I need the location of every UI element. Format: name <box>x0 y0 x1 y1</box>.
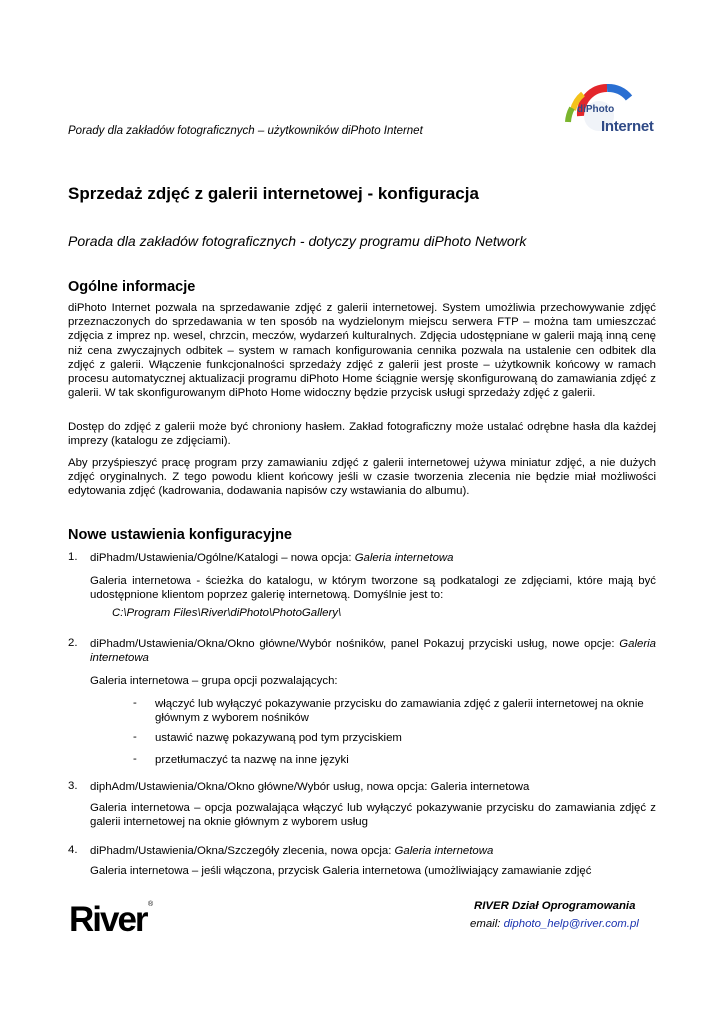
item-3-number: 3. <box>68 780 78 792</box>
river-logo <box>68 896 156 936</box>
item-4-option: Galeria internetowa <box>394 845 494 857</box>
paragraph-general-2: Dostęp do zdjęć z galerii może być chroniony hasłem. Zakład fotograficzny może ustalać odrębne hasła dla każdej imprezy (katalogu ze zdjęciami). <box>68 421 656 448</box>
page-header: Porady dla zakładów fotograficznych – użytkowników diPhoto Internet <box>68 125 423 137</box>
logo-diphoto-text: diPhoto <box>577 104 615 115</box>
item-2-path <box>90 637 656 665</box>
item-4-path <box>90 844 656 858</box>
registered-mark: ® <box>148 901 154 908</box>
item-3-path: diphAdm/Ustawienia/Okna/Okno główne/Wybór usług, nowa opcja: Galeria internetowa <box>90 781 530 793</box>
bullet-mark: - <box>133 753 137 765</box>
item-1-path <box>90 551 656 565</box>
footer-company: RIVER Dział Oprogramowania <box>474 900 636 912</box>
item-4-number: 4. <box>68 844 78 856</box>
item-1-option: Galeria internetowa <box>354 552 454 564</box>
bullet-mark: - <box>133 697 137 709</box>
bullet-mark: - <box>133 731 137 743</box>
item-1-path-text: diPhadm/Ustawienia/Ogólne/Katalogi – nowa opcja: <box>90 552 355 564</box>
paragraph-general-1: diPhoto Internet pozwala na sprzedawanie zdjęć z galerii internetowej. System umożliwia przechowywanie zdjęć przeznaczonych do sprzedawania w ten sposób na wydzielonym miejscu serwera FTP – można tam umieszczać zdjęcia z imprez np. wesel, chrzcin, meczów, wydarzeń kulturalnych. Zdjęcia udostępniane w galerii mają inną cenę niż cena zwyczajnych odbitek – system w ramach konfigurowania cennika pozwala na ustalenie cen odbitek dla zdjęć z galerii. Włączenie funkcjonalności sprzedaży zdjęć z galerii jest proste – użytkownik końcowy w ramach procesu automatycznej aktualizacji programu diPhoto Home ściągnie wersję skonfigurowaną do zamawiania zdjęć z galerii. W tak skonfigurowanym diPhoto Home widoczny będzie przycisk usługi sprzedaży zdjęć z galerii. <box>68 302 656 400</box>
item-2-description: Galeria internetowa – grupa opcji pozwalających: <box>90 675 338 687</box>
item-1-description: Galeria internetowa - ścieżka do katalogu, w którym tworzone są podkatalogi ze zdjęciami, które mają być udostępnione klientom poprzez galerię internetową. Domyślnie jest to: <box>90 575 656 602</box>
footer-email-line <box>470 918 639 930</box>
document-title: Sprzedaż zdjęć z galerii internetowej - konfiguracja <box>68 184 479 203</box>
item-4-path-text: diPhadm/Ustawienia/Okna/Szczegóły zlecenia, nowa opcja: <box>90 845 395 857</box>
footer-email-link[interactable]: diphoto_help@river.com.pl <box>503 918 639 930</box>
item-4-description: Galeria internetowa – jeśli włączona, przycisk Galeria internetowa (umożliwiający zamawianie zdjęć <box>90 865 592 877</box>
item-2-bullet-2: ustawić nazwę pokazywaną pod tym przyciskiem <box>155 732 402 744</box>
item-1-number: 1. <box>68 551 78 563</box>
item-3-description: Galeria internetowa – opcja pozwalająca włączyć lub wyłączyć pokazywanie przycisku do zamawiania zdjęć z galerii internetowej na oknie głównym z wyborem usług <box>90 802 656 829</box>
item-1-default-path: C:\Program Files\River\diPhoto\PhotoGallery\ <box>112 607 342 619</box>
river-logo-text: River <box>69 900 147 936</box>
document-subtitle: Porada dla zakładów fotograficznych - dotyczy programu diPhoto Network <box>68 233 527 249</box>
item-2-bullet-1: włączyć lub wyłączyć pokazywanie przycisku do zamawiania zdjęć z galerii internetowej na oknie głównym z wyborem nośników <box>155 698 644 725</box>
paragraph-general-3: Aby przyśpieszyć pracę program przy zamawianiu zdjęć z galerii internetowej używa miniatur zdjęć, a nie dużych zdjęć oryginalnych. Z tego powodu klient końcowy jeśli w czasie tworzenia zlecenia nie będzie miał możliwości edytowania zdjęć (kadrowania, dodawania napisów czy wstawiania do albumu). <box>68 457 656 498</box>
item-2-number: 2. <box>68 637 78 649</box>
item-2-option: Galeria internetowa <box>90 638 656 665</box>
item-2-path-text: diPhadm/Ustawienia/Okna/Okno główne/Wybór nośników, panel Pokazuj przyciski usług, nowe opcje: <box>90 638 620 650</box>
footer-email-label: email: <box>470 918 504 930</box>
item-2-bullet-3: przetłumaczyć ta nazwę na inne języki <box>155 754 349 766</box>
logo-internet-text: Internet <box>601 118 654 135</box>
heading-general-info: Ogólne informacje <box>68 279 196 295</box>
heading-new-settings: Nowe ustawienia konfiguracyjne <box>68 527 292 543</box>
